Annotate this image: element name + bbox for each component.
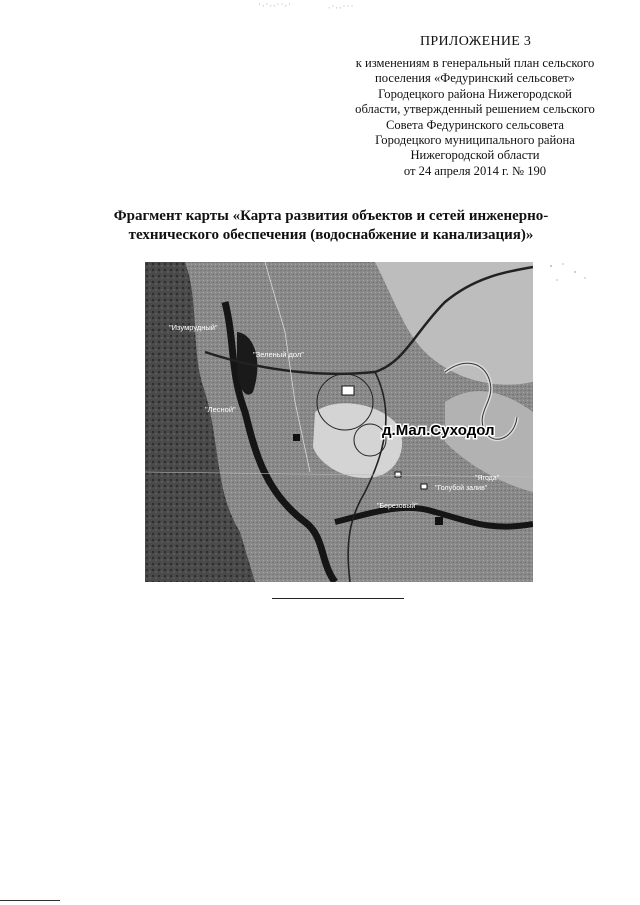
heading-line-1: Фрагмент карты «Карта развития объектов и сетей инженерно- <box>113 208 549 224</box>
scan-artifact: ˙ˑ˙ˑˑ˙˙ˑ˙ <box>258 2 292 12</box>
place-label: "Изумрудный" <box>169 323 218 332</box>
separator-line <box>272 598 404 599</box>
annex-line: Нижегородской области <box>410 148 540 163</box>
object-marker <box>435 517 443 525</box>
village-label: д.Мал.Суходол <box>382 422 495 439</box>
annex-line: поселения «Федуринский сельсовет» <box>375 71 575 86</box>
place-label: "Голубой залив" <box>435 485 488 492</box>
house-marker <box>395 472 401 477</box>
annex-line: Городецкого района Нижегородской <box>378 86 572 101</box>
heading-line-2: технического обеспечения (водоснабжение и канализация)» <box>128 227 534 243</box>
place-label: "Березовый" <box>377 503 418 510</box>
house-marker <box>421 484 427 489</box>
scan-artifact <box>545 258 595 298</box>
annex-line: Совета Федуринского сельсовета <box>385 117 565 132</box>
page-edge-line <box>0 900 60 901</box>
scan-artifact: ˑ˙ˑˑ˙˙˙ <box>328 4 355 14</box>
document-heading <box>96 207 566 245</box>
place-label: "Ягода" <box>475 475 500 482</box>
annex-line: Городецкого муниципального района <box>375 133 575 148</box>
annex-line: области, утвержденный решением сельского <box>355 102 595 117</box>
place-label: "Зеленый дол" <box>253 350 304 359</box>
annex-reference-block <box>335 56 615 179</box>
facility-marker <box>342 386 354 395</box>
place-label: "Лесной" <box>205 405 236 414</box>
annex-line: от 24 апреля 2014 г. № 190 <box>403 163 547 178</box>
map-image <box>145 262 533 582</box>
object-marker <box>293 434 300 441</box>
annex-title: ПРИЛОЖЕНИЕ 3 <box>420 34 532 49</box>
map-fragment <box>145 262 533 582</box>
annex-line: к изменениям в генеральный план сельского <box>355 56 595 70</box>
